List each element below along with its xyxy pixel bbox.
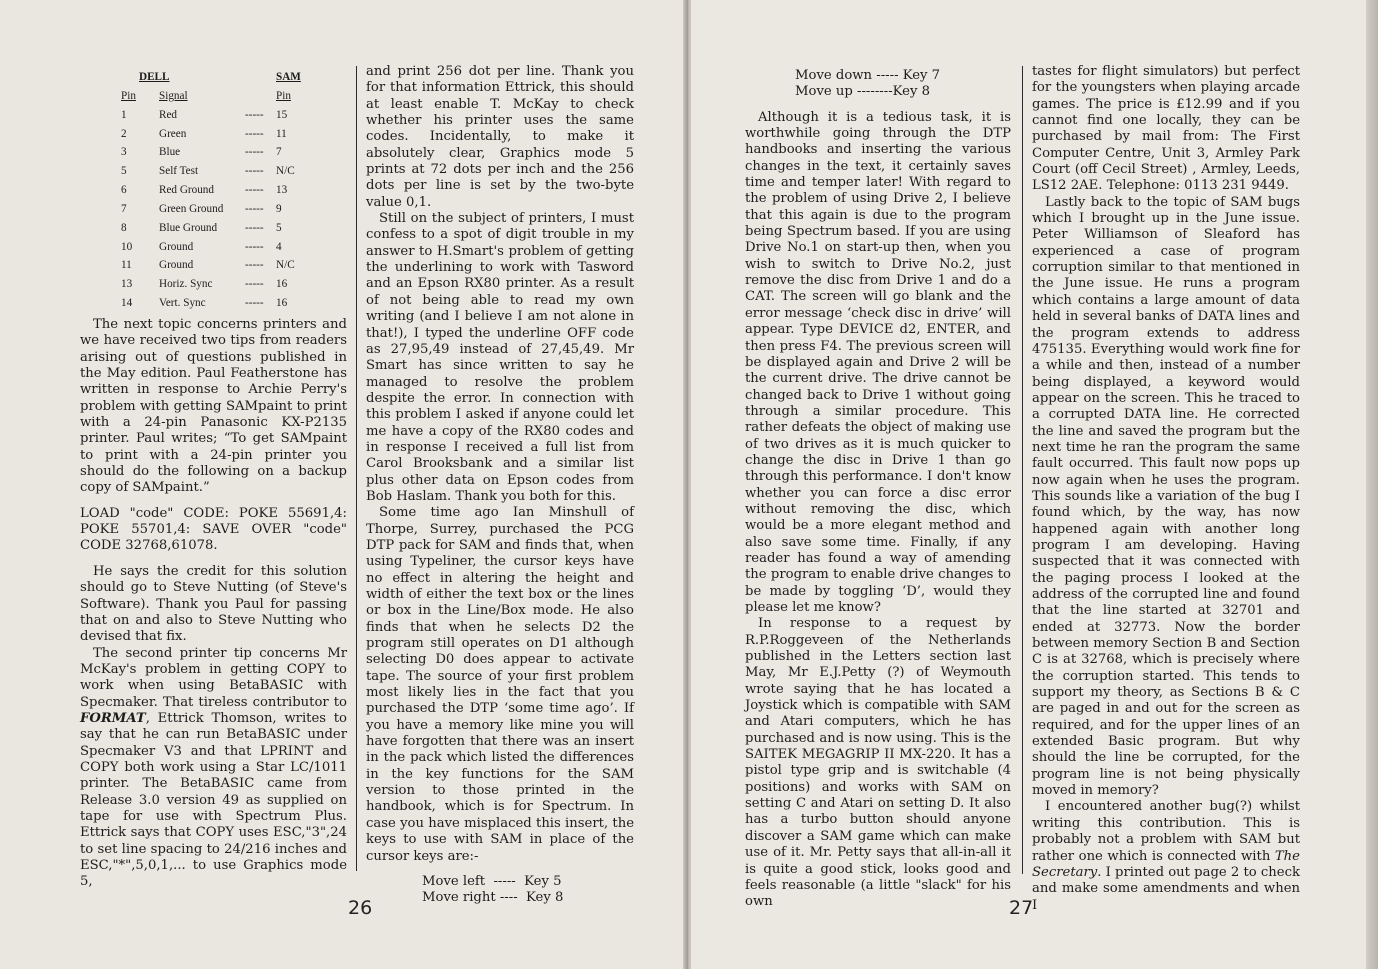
- sam-header: SAM: [276, 71, 301, 83]
- left-col-1: [80, 317, 347, 891]
- pin-table-row: [121, 143, 351, 162]
- pin-table-row: [121, 275, 351, 294]
- key-line: Move up --------Key 8: [795, 84, 930, 100]
- paragraph: and print 256 dot per line. Thank you for that information Ettrick, this should at least enable T. McKay to check whether his printer uses the same codes. Incidentally, to make it absolutely clear, Graphics mode 5 prints at 72 dots per inch and the 256 dots per line is set by the two-byte value 0,1.: [366, 64, 634, 210]
- pin-table-row: [121, 125, 351, 144]
- right-page: [691, 0, 1369, 969]
- connector-dash: -----: [245, 259, 264, 272]
- sam-pin: 11: [276, 127, 287, 140]
- sam-pin: 4: [276, 240, 282, 253]
- sam-pin: N/C: [276, 165, 295, 178]
- connector-dash: -----: [245, 184, 264, 197]
- connector-dash: -----: [245, 108, 264, 121]
- page-number: 26: [348, 897, 373, 919]
- connector-dash: -----: [245, 278, 264, 291]
- signal-name: Horiz. Sync: [159, 278, 213, 291]
- pin-number: 7: [121, 202, 127, 215]
- dell-header: DELL: [139, 71, 170, 83]
- pin-table-row: [121, 162, 351, 181]
- pin-number: 1: [121, 108, 127, 121]
- pin-table-row: [121, 219, 351, 238]
- paragraph: Still on the subject of printers, I must confess to a spot of digit trouble in my answer to H.Smart's problem of getting the underlining to work with Tasword and an Epson RX80 printer. As a result of not being able to read my own writing (and I believe I am not alone in that!), I typed the underline OFF code as 27,95,49 instead of 27,45,49. Mr Smart has since written to say he managed to resolve the problem despite the error. In connection with this problem I asked if anyone could let me have a copy of the RX80 codes and in response I received a full list from Carol Brooksbank and a similar list plus other data on Epson codes from Bob Haslam. Thank you both for this.: [366, 211, 634, 504]
- pin-subheader: Pin: [121, 89, 136, 102]
- sam-pin: 16: [276, 297, 288, 310]
- pin-table: [121, 68, 351, 313]
- page-edge: [1366, 0, 1378, 969]
- signal-name: Red Ground: [159, 184, 214, 197]
- connector-dash: -----: [245, 297, 264, 310]
- pin-table-row: [121, 181, 351, 200]
- signal-name: Green: [159, 127, 187, 140]
- paragraph: tastes for flight simulators) but perfect for the youngsters when playing arcade games. The price is £12.99 and if you cannot find one locally, they can be purchased by mail from: The First Computer Centre, Unit 3, Armley Park Court (off Cecil Street) , Armley, Leeds, LS12 2AE. Telephone: 0113 231 9449.: [1032, 64, 1300, 194]
- signal-name: Ground: [159, 240, 194, 253]
- pin-number: 5: [121, 165, 127, 178]
- pin-number: 8: [121, 221, 127, 234]
- connector-dash: -----: [245, 127, 264, 140]
- column-divider: [1022, 66, 1023, 874]
- signal-name: Vert. Sync: [159, 297, 206, 310]
- connector-dash: -----: [245, 146, 264, 159]
- signal-name: Self Test: [159, 165, 199, 178]
- sam-pin: 5: [276, 221, 282, 234]
- pin-table-header: [121, 68, 351, 87]
- sam-pin: 16: [276, 278, 288, 291]
- connector-dash: -----: [245, 202, 264, 215]
- pin-table-subheader: [121, 87, 351, 106]
- signal-name: Ground: [159, 259, 194, 272]
- pin-table-row: [121, 200, 351, 219]
- paragraph: He says the credit for this solution should go to Steve Nutting (of Steve's Software). Thank you Paul for passing that on and also to Steve Nutting who devised that fix.: [80, 563, 347, 645]
- signal-subheader: Signal: [159, 89, 188, 102]
- pin-table-row: [121, 294, 351, 313]
- paragraph: Some time ago Ian Minshull of Thorpe, Surrey, purchased the PCG DTP pack for SAM and finds that, when using Typeliner, the cursor keys have no effect in altering the height and width of either the text box or the lines or box in the Line/Box mode. He also finds that when he selects D2 the program still operates on D1 although selecting D0 does appear to activate tape. The source of your first problem most likely lies in the fact that you purchased the DTP ‘some time ago’. If you have a memory like mine you will have forgotten that there was an insert in the pack which listed the differences in the key functions for the SAM version to those printed in the handbook, which is for Spectrum. In case you have misplaced this insert, the keys to use with SAM in place of the cursor keys are:-: [366, 505, 634, 864]
- right-col-2: [1032, 64, 1300, 914]
- left-page: [0, 0, 686, 969]
- sam-pin: N/C: [276, 259, 295, 272]
- paragraph: In response to a request by R.P.Roggeveen of the Netherlands published in the Letters section last May, Mr E.J.Petty (?) of Weymouth wrote saying that he has located a Joystick which is compatible with SAM and Atari computers, which he has purchased and is now using. This is the SAITEK MEGAGRIP II MX-220. It has a pistol type grip and is switchable (4 positions) and works with SAM on setting C and Atari on setting D. It also has a turbo button should anyone discover a SAM game which can make use of it. Mr. Petty says that all-in-all it is quite a good stick, looks good and feels reasonable (a little "slack" for his own: [745, 616, 1011, 910]
- left-col-2: [366, 64, 634, 907]
- signal-name: Red: [159, 108, 178, 121]
- key-line: Move down ----- Key 7: [795, 68, 941, 83]
- right-col-1: [745, 68, 1011, 911]
- connector-dash: -----: [245, 240, 264, 253]
- sam-pin-subheader: Pin: [276, 89, 291, 102]
- pin-number: 14: [121, 297, 133, 310]
- sam-pin: 15: [276, 108, 288, 121]
- pin-table-row: [121, 106, 351, 125]
- format-magazine-name: FORMAT: [80, 710, 146, 726]
- paragraph: I encountered another bug(?) whilst writing this contribution. This is probably not a problem with SAM but rather one which is connected with The Secretary. I printed out page 2 to check and make some amendments and when I: [1032, 799, 1300, 913]
- signal-name: Blue: [159, 146, 181, 159]
- pin-number: 3: [121, 146, 127, 159]
- pin-table-row: [121, 256, 351, 275]
- sam-pin: 13: [276, 184, 288, 197]
- the-secretary-title: The Secretary: [1032, 848, 1300, 880]
- pin-number: 2: [121, 127, 127, 140]
- paragraph: The next topic concerns printers and we have received two tips from readers arising out of questions published in the May edition. Paul Featherstone has written in response to Archie Perry's problem with getting SAMpaint to print with a 24-pin Panasonic KX-P2135 printer. Paul writes; “To get SAMpaint to print with a 24-pin printer you should do the following on a backup copy of SAMpaint.”: [80, 317, 347, 496]
- pin-number: 11: [121, 259, 132, 272]
- connector-dash: -----: [245, 221, 264, 234]
- signal-name: Green Ground: [159, 202, 224, 215]
- paragraph: Although it is a tedious task, it is worthwhile going through the DTP handbooks and inserting the various changes in the text, it certainly saves time and temper later! With regard to the problem of using Drive 2, I believe that this again is due to the program being Spectrum based. If you are using Drive No.1 on start-up then, when you wish to switch to Drive No.2, just remove the disc from Drive 1 and do a CAT. The screen will go blank and the error message ‘check disc in drive’ will appear. Type DEVICE d2, ENTER, and then press F4. The previous screen will be displayed again and Drive 2 will be the current drive. The drive cannot be changed back to Drive 1 without going through a similar procedure. This rather defeats the object of making use of two drives as it is much quicker to change the disc in Drive 1 than go through this performance. I don't know whether you can force a disc error without removing the disc, which would be a more elegant method and also save some time. Finally, if any reader has found a way of amending the program to enable drive changes to be made by toggling ‘D’, would they please let me know?: [745, 109, 1011, 615]
- pin-number: 6: [121, 184, 127, 197]
- code-line: LOAD "code" CODE: POKE 55691,4: POKE 55701,4: SAVE OVER "code" CODE 32768,61078.: [80, 505, 347, 554]
- paragraph: Lastly back to the topic of SAM bugs which I brought up in the June issue. Peter Williamson of Sleaford has experienced a case of program corruption similar to that mentioned in the June issue. He runs a program which contains a large amount of data held in several banks of DATA lines and the program extends to address 475135. Everything would work fine for a while and then, instead of a number being displayed, a keyword would appear on the screen. This he traced to a corrupted DATA line. He corrected the line and saved the program but the next time he ran the program the same fault occurred. This fault now pops up now again when he uses the program. This sounds like a variation of the bug I found which, by the way, has now happened again with another long program I am developing. Having suspected that it was connected with the paging process I looked at the address of the corrupted line and found that the line started at 32701 and ended at 32773. Now the border between memory Section B and Section C is at 32768, which is precisely where the corruption started. This tends to support my theory, as Sections B & C are paged in and out for the screen as required, and for the upper lines of an extended Basic program. But why should the line be corrupted, for the program line is not being physically moved in memory?: [1032, 194, 1300, 799]
- key-line: Move left ----- Key 5: [422, 873, 562, 889]
- key-line: Move right ---- Key 8: [422, 890, 564, 906]
- signal-name: Blue Ground: [159, 221, 218, 234]
- connector-dash: -----: [245, 165, 264, 178]
- pin-table-row: [121, 238, 351, 257]
- paragraph: The second printer tip concerns Mr McKay's problem in getting COPY to work when using BetaBASIC with Specmaker. That tireless contributor to FORMAT, Ettrick Thomson, writes to say that he can run BetaBASIC under Specmaker V3 and that LPRINT and COPY both work using a Star LC/1011 printer. The BetaBASIC came from Release 3.0 version 49 as supplied on tape for use with Spectrum Plus. Ettrick says that COPY uses ESC,"3",24 to set line spacing to 24/216 inches and ESC,"*",5,0,1,... to use Graphics mode 5,: [80, 645, 347, 890]
- column-divider: [356, 66, 357, 871]
- sam-pin: 9: [276, 202, 282, 215]
- page-number: 27: [1009, 897, 1034, 919]
- pin-number: 10: [121, 240, 133, 253]
- sam-pin: 7: [276, 146, 282, 159]
- pin-number: 13: [121, 278, 133, 291]
